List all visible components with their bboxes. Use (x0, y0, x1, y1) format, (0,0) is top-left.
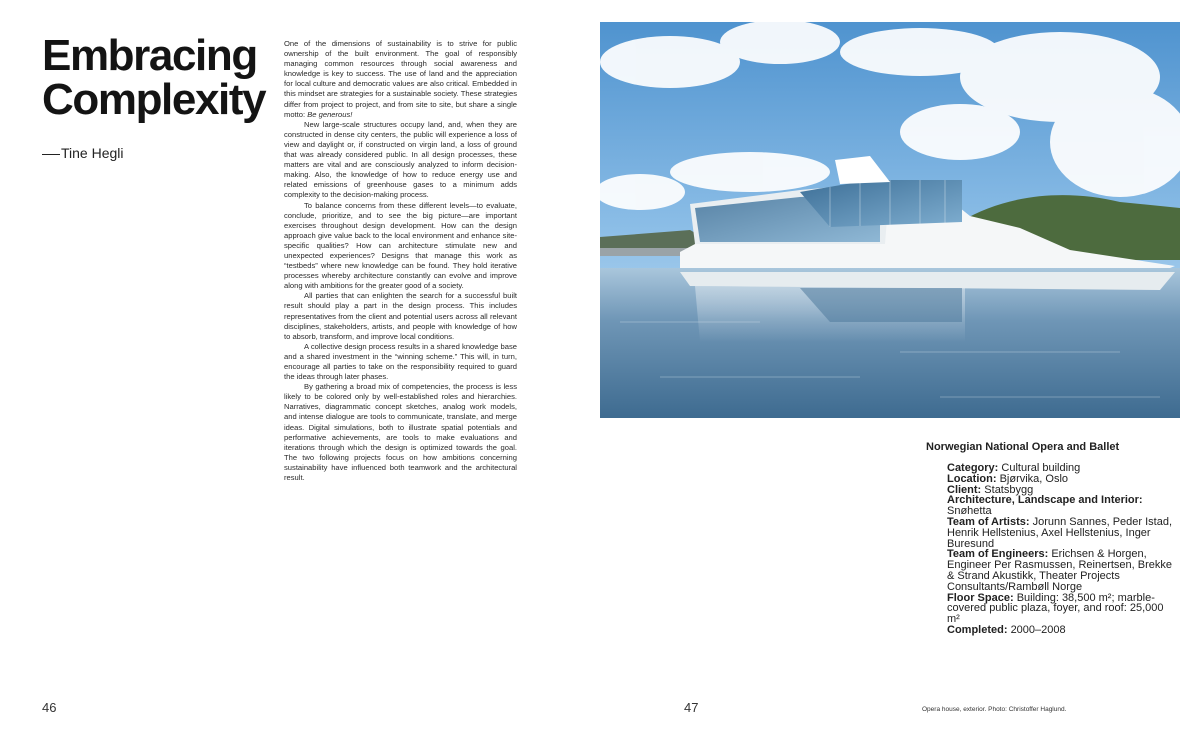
fact-label: Category: (947, 462, 999, 474)
facts-list (947, 463, 1176, 636)
paragraph-text: One of the dimensions of sustainability is to strive for public ownership of the built environment. The goal of responsibly managing common resources through social awareness and knowledge is key to success. The use of land and the appreciation for local culture and democratic values are also critical. Embedded in this mindset are strategies for a sustainable society. These strategies differ from project to project, and from site to site, but share a single motto: (284, 39, 517, 119)
fact-label: Floor Space: (947, 591, 1014, 604)
fact-value: Erichsen & Horgen, Engineer Per Rasmussen, Reinertsen, Brekke & Strand Akustikk, Theater Projects Consultants/Rambøll Norge (947, 548, 1172, 593)
fact-label: Completed: (947, 623, 1008, 636)
fact-label: Team of Engineers: (947, 548, 1049, 561)
paragraph: By gathering a broad mix of competencies, the process is less likely to be colored only by well-established roles and hierarchies. Narratives, diagrammatic concept sketches, analog work models, and intense dialogue are tools to communicate, translate, and merge ideas. Digital simulations, both to illustrate spatial potentials and performative achievements, are tools to make evaluations and iterations through which the design is optimized towards the goal. The two following projects focus on how ambitions concerning sustainability have influenced both teamwork and the architectural result. (284, 382, 517, 483)
paragraph: All parties that can enlighten the search for a successful built result should play a part in the design process. This includes representatives from the client and potential users across all relevant disciplines, stakeholders, artists, and people with knowledge of how to absorb, transform, and improve local conditions. (284, 291, 517, 341)
fact-value: Building: 38,500 m²; marble-covered public plaza, foyer, and roof: 25,000 m² (947, 591, 1164, 626)
fact-label: Team of Artists: (947, 515, 1030, 528)
title-line-1: Embracing (42, 31, 257, 80)
fact-completed (947, 625, 1176, 636)
paragraph: To balance concerns from these different levels—to evaluate, conclude, prioritize, and to see the big picture—are important exercises throughout design development. How can the design approach give value back to the local environment and enhance site-specific qualities? How can architecture stimulate new and unexpected experiences? Designs that manage this work as “testbeds” where new knowledge can be found. They hold iterative processes whereby architecture constantly can evolve and improve along with ambitions for the greater good of a society. (284, 200, 517, 291)
page-number-right: 47 (684, 700, 699, 715)
paragraph: A collective design process results in a shared knowledge base and a shared investment in the “winning scheme.” This will, in turn, encourage all parties to take on the responsibility required to guard the ideas through later phases. (284, 341, 517, 382)
fact-value: Cultural building (1001, 462, 1081, 474)
page-number-left: 46 (42, 700, 57, 715)
chapter-title (42, 31, 266, 124)
fact-architecture (947, 495, 1176, 517)
fact-label: Client: (947, 483, 982, 496)
fact-location (947, 474, 1176, 485)
project-title: Norwegian National Opera and Ballet (926, 441, 1120, 453)
paragraph: New large-scale structures occupy land, and, when they are constructed in dense city centers, the public will experience a loss of view and daylight or, if constructed on virgin land, a loss of ground that was already considered public. In all design processes, these matters are vital and are consciously analyzed to inform decision-making. Also, the knowledge of how to reduce energy use and related emissions of greenhouse gases to a minimum adds complexity to the decision-making process. (284, 119, 517, 200)
author-byline (42, 145, 124, 161)
project-facts (926, 441, 1176, 636)
essay-body (284, 39, 517, 483)
fact-value: Statsbygg (984, 483, 1034, 496)
fact-label: Architecture, Landscape and Interior: (947, 494, 1143, 507)
fact-floor-space (947, 593, 1176, 625)
opera-house-photo (600, 22, 1180, 418)
byline-rule (42, 154, 60, 155)
title-line-2: Complexity (42, 75, 266, 124)
paragraph (284, 39, 517, 120)
fact-engineers (947, 549, 1176, 592)
fact-label: Location: (947, 472, 997, 485)
motto: Be generous! (307, 109, 353, 119)
fact-value: 2000–2008 (1010, 623, 1066, 636)
fact-artists (947, 517, 1176, 549)
author-name: Tine Hegli (61, 145, 124, 161)
fact-value: Jorunn Sannes, Peder Istad, Henrik Hellstenius, Axel Hellstenius, Inger Buresund (947, 515, 1173, 550)
photo-caption: Opera house, exterior. Photo: Christoffer Haglund. (922, 706, 1067, 713)
fact-value: Bjørvika, Oslo (999, 472, 1069, 485)
fact-value: Snøhetta (947, 505, 992, 518)
